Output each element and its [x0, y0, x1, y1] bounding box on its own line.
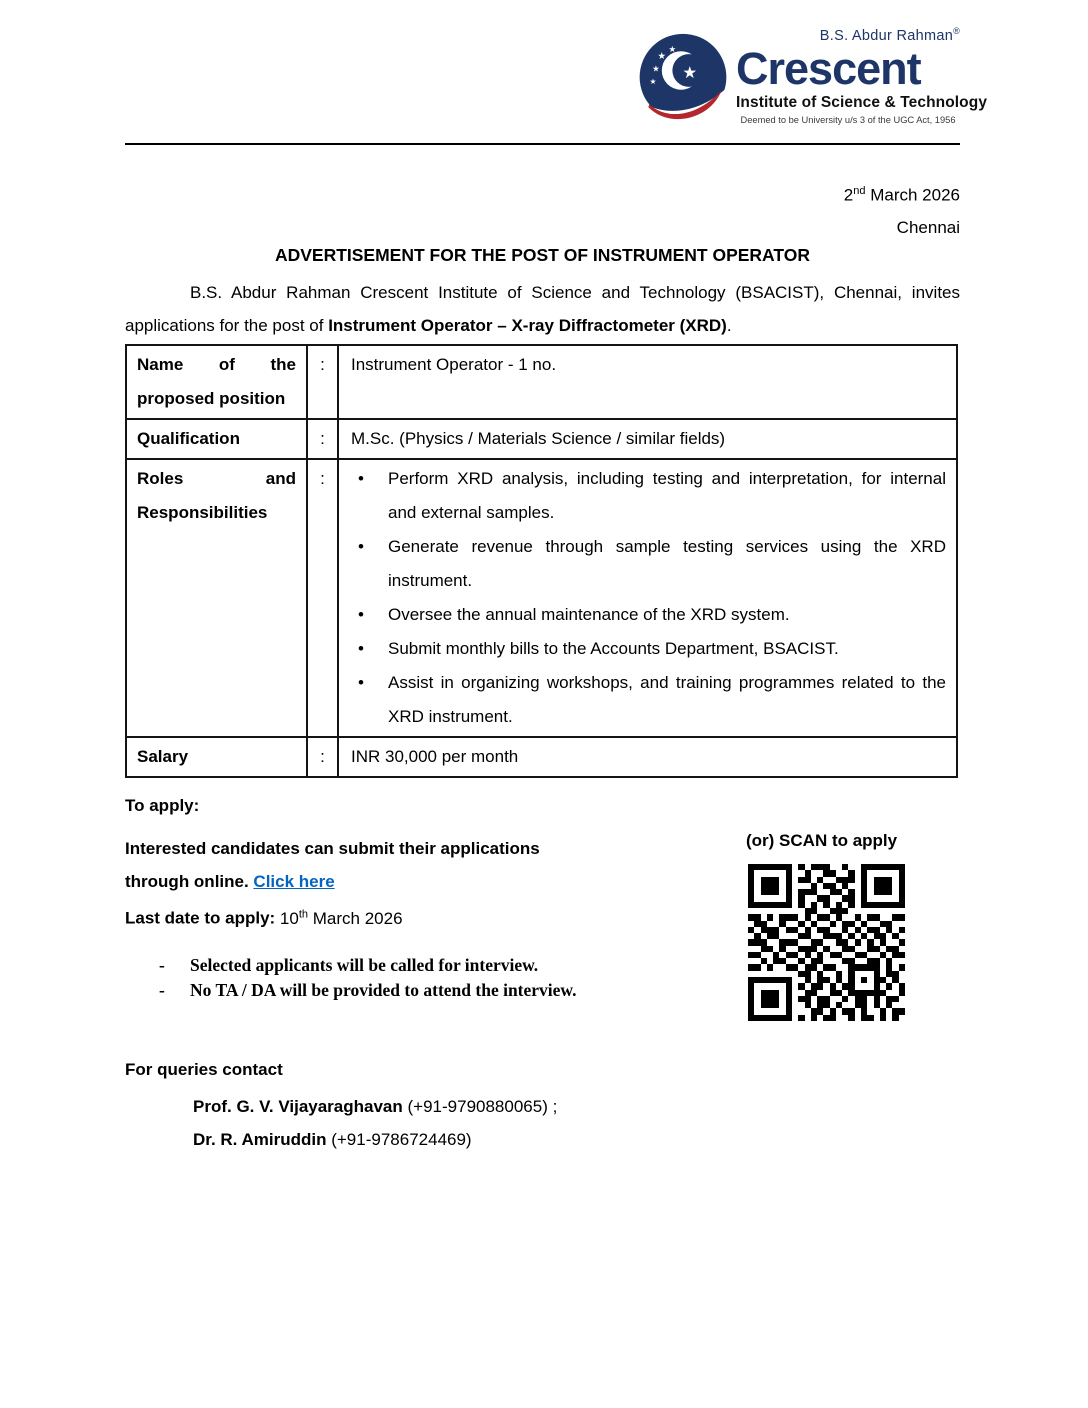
- row-separator: :: [307, 737, 338, 777]
- roles-bullet-list: [351, 462, 946, 734]
- last-date-line: Last date to apply: 10th March 2026: [125, 908, 403, 928]
- row-label: Roles and Responsibilities: [126, 459, 307, 737]
- svg-text:★: ★: [649, 76, 657, 86]
- note-item: - Selected applicants will be called for interview.: [159, 953, 576, 978]
- header-divider: [125, 143, 960, 145]
- dateline-date: 2nd March 2026: [843, 185, 960, 205]
- job-details-table: [125, 344, 958, 778]
- contact-section: [125, 1058, 960, 1156]
- bullet-item: • Perform XRD analysis, including testing and interpretation, for internal and external samples.: [351, 462, 946, 530]
- contact-person-phone: (+91-9790880065) ;: [402, 1097, 558, 1116]
- contact-person-name: Dr. R. Amiruddin: [193, 1129, 327, 1149]
- dateline-place: Chennai: [896, 217, 960, 237]
- bullet-item: • Oversee the annual maintenance of the XRD system.: [351, 598, 946, 632]
- bullet-item: • Submit monthly bills to the Accounts Department, BSACIST.: [351, 632, 946, 666]
- table-row-roles: [126, 459, 957, 737]
- contact-person-phone: (+91-9786724469): [326, 1129, 472, 1149]
- row-separator: :: [307, 459, 338, 737]
- svg-text:★: ★: [652, 63, 660, 74]
- institute-logo: [630, 26, 988, 136]
- svg-text:★: ★: [668, 44, 677, 55]
- page-title: ADVERTISEMENT FOR THE POST OF INSTRUMENT OPERATOR: [274, 245, 811, 265]
- qr-code: [748, 864, 905, 1021]
- table-row-salary: [126, 737, 957, 777]
- bullet-item: • Assist in organizing workshops, and training programmes related to the XRD instrument.: [351, 666, 946, 734]
- svg-text:★: ★: [682, 64, 698, 83]
- svg-text:★: ★: [657, 50, 667, 62]
- row-value: [338, 459, 957, 737]
- row-label: Name of the proposed position: [126, 345, 307, 419]
- table-row-position: [126, 345, 957, 419]
- apply-line-1: Interested candidates can submit their applications: [125, 839, 540, 858]
- dateline: [844, 175, 960, 244]
- apply-heading: To apply:: [125, 796, 200, 815]
- post-name-bold: Instrument Operator – X-ray Diffractometer (XRD): [328, 315, 727, 335]
- row-value: Instrument Operator - 1 no.: [338, 345, 957, 419]
- table-row-qualification: [126, 419, 957, 459]
- apply-section: [125, 789, 960, 935]
- click-here-link[interactable]: Click here: [253, 872, 335, 891]
- row-label: Qualification: [126, 419, 307, 459]
- logo-subtitle: Institute of Science & Technology: [736, 93, 988, 111]
- logo-tagline: Deemed to be University u/s 3 of the UGC Act, 1956: [740, 114, 956, 125]
- bullet-item: • Generate revenue through sample testing services using the XRD instrument.: [351, 530, 946, 598]
- contact-person: [193, 1124, 960, 1157]
- svg-text:★: ★: [663, 59, 671, 69]
- row-value: M.Sc. (Physics / Materials Science / similar fields): [338, 419, 957, 459]
- scan-to-apply-label: (or) SCAN to apply: [746, 831, 898, 850]
- notes-list: [159, 953, 576, 1002]
- intro-paragraph: B.S. Abdur Rahman Crescent Institute of Science and Technology (BSACIST), Chennai, invites applications for the post of Instrument Operator – X-ray Diffractometer (XRD).: [125, 283, 960, 335]
- last-date-value: 10th March 2026: [279, 908, 403, 928]
- row-separator: :: [307, 345, 338, 419]
- contact-person: [193, 1091, 960, 1124]
- contact-person-name: Prof. G. V. Vijayaraghavan: [193, 1097, 403, 1116]
- registered-mark: ®: [953, 26, 960, 36]
- row-value: INR 30,000 per month: [338, 737, 957, 777]
- apply-line-2: through online. Click here: [125, 872, 335, 891]
- note-item: - No TA / DA will be provided to attend the interview.: [159, 978, 576, 1003]
- row-separator: :: [307, 419, 338, 459]
- contact-heading: For queries contact: [125, 1060, 283, 1079]
- logo-brand-small: B.S. Abdur Rahman®: [819, 26, 960, 44]
- row-label: Salary: [126, 737, 307, 777]
- crescent-emblem-icon: [630, 30, 736, 136]
- logo-brand-large: Crescent: [736, 42, 921, 94]
